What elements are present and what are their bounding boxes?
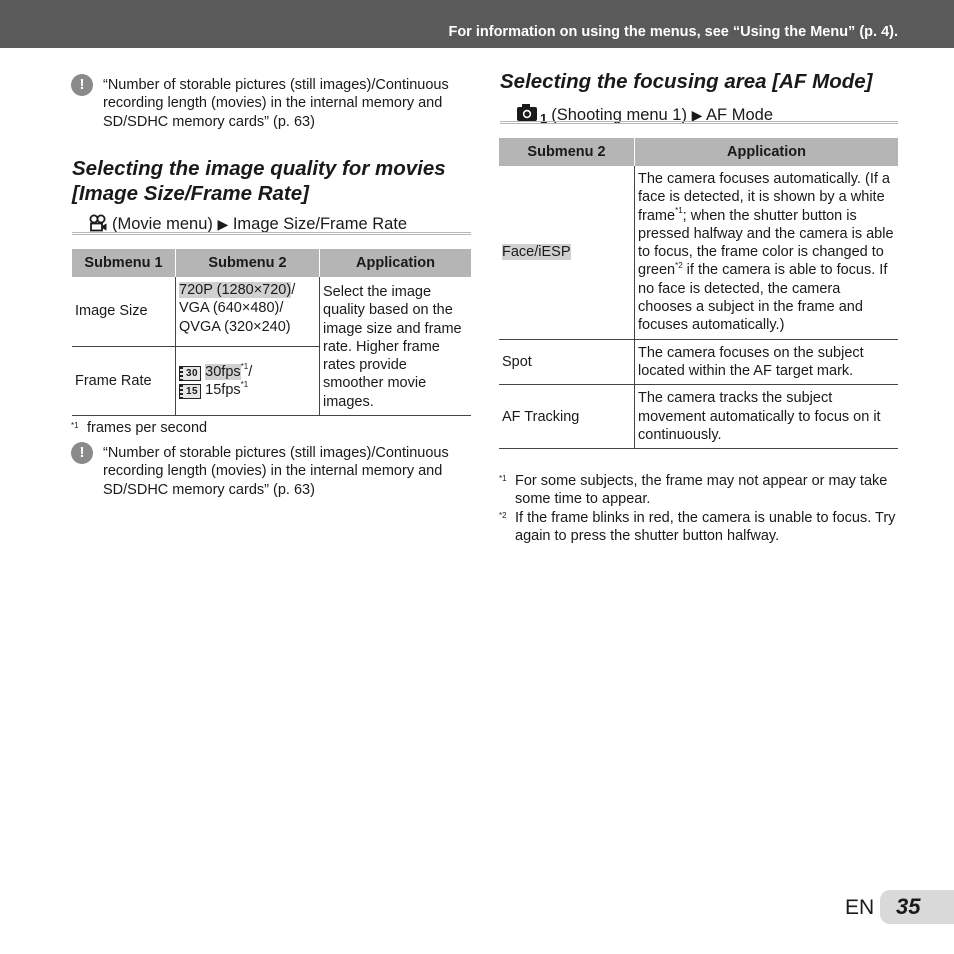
table-row: [499, 385, 898, 449]
menu-item: AF Mode: [706, 106, 773, 124]
footnote-mark: *2: [499, 511, 507, 520]
note-bottom-text: “Number of storable pictures (still images)/Continuous recording length (movies) in the internal memory and SD/SDHC memory cards” (p. 63): [103, 445, 449, 498]
option-vga: VGA (640×480)/: [179, 300, 284, 317]
fps-30-icon: 30: [179, 366, 201, 381]
option-15fps: 15fps: [205, 381, 241, 398]
row-label-af-tracking: AF Tracking: [499, 385, 635, 449]
option-qvga: QVGA (320×240): [179, 318, 291, 335]
menu-item: Image Size/Frame Rate: [232, 215, 408, 233]
fps-15-icon: 15: [179, 384, 201, 399]
col-submenu1: Submenu 1: [72, 249, 176, 277]
col-application: Application: [320, 249, 472, 277]
table-header-row: [499, 138, 898, 166]
menu-number: 1: [540, 111, 548, 126]
divider: [72, 232, 471, 235]
frame-rate-options: 30 30fps$^{*1}$/ 15 15fps$^{*1}$: [176, 346, 320, 416]
arrow-right-icon: ▶: [217, 216, 229, 232]
section-title-movie-quality: [72, 156, 446, 206]
footnote-2: [499, 509, 898, 546]
divider: [500, 121, 898, 124]
row-label-frame-rate: Frame Rate: [72, 346, 176, 416]
section-title-af-mode: Selecting the focusing area [AF Mode]: [500, 70, 873, 93]
spot-application: The camera focuses on the subject located within the AF target mark.: [635, 339, 899, 385]
af-tracking-application: The camera tracks the subject movement automatically to focus on it continuously.: [635, 385, 899, 449]
language-label: EN: [845, 896, 875, 919]
row-label-spot: Spot: [499, 339, 635, 385]
af-mode-table: [499, 138, 898, 449]
table-row: [499, 339, 898, 385]
image-size-table: [72, 249, 471, 416]
section-title-line2: [Image Size/Frame Rate]: [72, 182, 309, 205]
footnote-1: [499, 472, 898, 509]
table-header-row: [72, 249, 471, 277]
page-number: 35: [880, 890, 954, 924]
menu-name: (Movie menu): [112, 215, 213, 233]
table-row: [499, 166, 898, 339]
footnote-text: If the frame blinks in red, the camera is unable to focus. Try again to press the shutter button halfway.: [515, 510, 896, 545]
arrow-right-icon: ▶: [691, 107, 703, 123]
footnote-text: For some subjects, the frame may not appear or may take some time to appear.: [515, 473, 888, 508]
row-label-face-iesp: Face/iESP: [499, 166, 635, 339]
menu-path-af: [516, 103, 773, 128]
col-application: Application: [635, 138, 899, 166]
application-text: Select the image quality based on the image size and frame rate. Higher frame rates provide smoother movie images.: [320, 277, 472, 416]
menu-name: (Shooting menu 1): [551, 106, 687, 124]
footnote-text: frames per second: [87, 420, 208, 436]
option-720p: 720P (1280×720): [179, 282, 292, 298]
face-iesp-application: The camera focuses automatically. (If a face is detected, it is shown by a white frame$^{*1}$; when the shutter button is pressed halfway and the camera is able to focus, the frame color is changed to green$^{*2}$ if the camera is able to focus. If no face is detected, the camera chooses a subject in the frame and focuses automatically.): [635, 166, 899, 339]
note-top-text: “Number of storable pictures (still images)/Continuous recording length (movies) in the internal memory and SD/SDHC memory cards” (p. 63): [103, 77, 449, 130]
caution-icon: !: [71, 74, 93, 96]
table-row: [72, 277, 471, 346]
col-submenu2: Submenu 2: [176, 249, 320, 277]
image-size-options: 720P (1280×720)/ VGA (640×480)/ QVGA (320×240): [176, 277, 320, 346]
section-title-line1: Selecting the image quality for movies: [72, 157, 446, 180]
footnote-frames: [71, 419, 207, 437]
col-submenu2: Submenu 2: [499, 138, 635, 166]
caution-icon: !: [71, 442, 93, 464]
option-30fps: 30fps: [205, 363, 241, 380]
footnote-mark: *1: [499, 474, 507, 483]
footnote-mark: *1: [71, 421, 79, 430]
page-header-bar: [0, 0, 954, 48]
row-label-image-size: Image Size: [72, 277, 176, 346]
header-text: For information on using the menus, see “Using the Menu” (p. 4).: [448, 24, 898, 40]
